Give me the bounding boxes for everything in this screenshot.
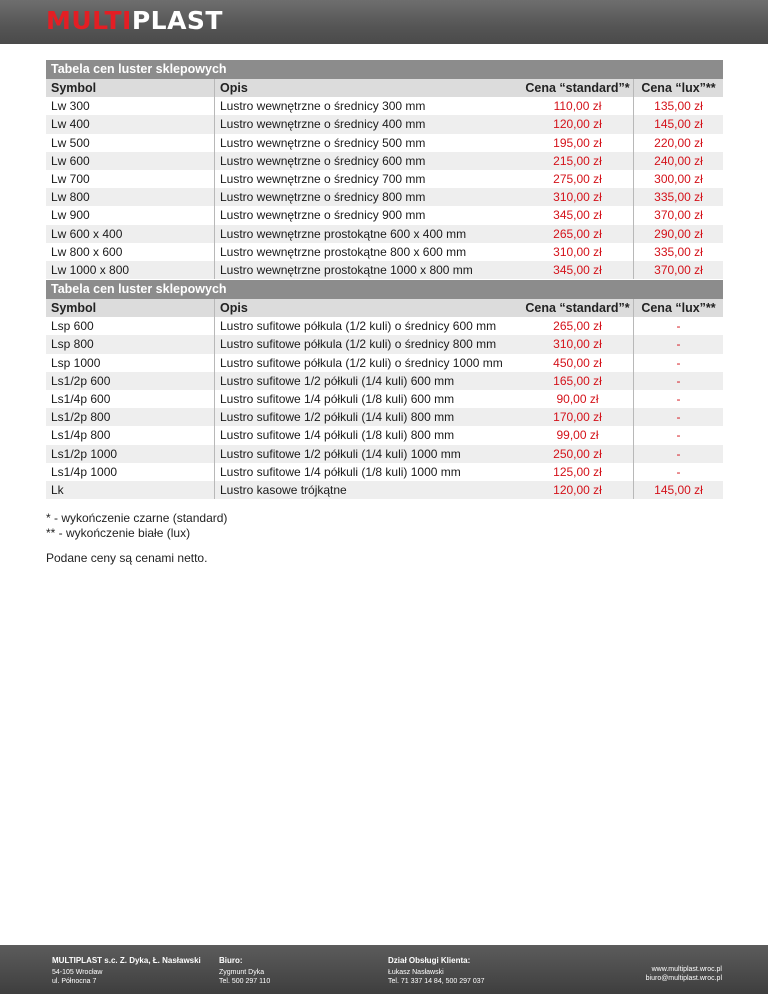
cell-price-standard: 265,00 zł <box>553 226 602 241</box>
table-row <box>46 463 723 481</box>
cell-symbol: Ls1/2p 800 <box>51 410 111 425</box>
cell-opis: Lustro wewnętrzne o średnicy 600 mm <box>214 152 522 170</box>
cell-symbol: Lsp 600 <box>51 319 94 334</box>
cell-symbol: Ls1/4p 1000 <box>51 464 118 479</box>
cell-price-standard: 450,00 zł <box>553 355 602 370</box>
cell-symbol: Lw 700 <box>51 171 90 186</box>
cell-price-lux: 300,00 zł <box>633 170 723 188</box>
cell-price-lux: 135,00 zł <box>633 97 723 115</box>
footer-obsluga-line2: Tel. 71 337 14 84, 500 297 037 <box>388 978 485 985</box>
cell-price-standard: 345,00 zł <box>553 208 602 223</box>
cell-symbol: Lw 900 <box>51 208 90 223</box>
footer-company-line2: ul. Północna 7 <box>52 978 97 985</box>
cell-price-lux: - <box>633 317 723 335</box>
cell-opis: Lustro kasowe trójkątne <box>214 481 522 499</box>
cell-price-standard: 90,00 zł <box>556 391 599 406</box>
cell-opis: Lustro wewnętrzne prostokątne 800 x 600 mm <box>214 243 522 261</box>
footer-company <box>52 956 201 986</box>
table-row <box>46 97 723 115</box>
table-row <box>46 225 723 243</box>
cell-symbol: Lw 600 <box>51 153 90 168</box>
table-row <box>46 317 723 335</box>
footer-website-link[interactable]: www.multiplast.wroc.pl <box>651 966 722 973</box>
header-opis: Opis <box>214 79 522 97</box>
cell-price-lux: 335,00 zł <box>633 243 723 261</box>
cell-opis: Lustro sufitowe 1/4 półkuli (1/8 kuli) 600 mm <box>214 390 522 408</box>
table-row <box>46 261 723 279</box>
footer-company-title: MULTIPLAST s.c. Z. Dyka, Ł. Nasławski <box>52 956 201 965</box>
table-title: Tabela cen luster sklepowych <box>46 280 723 299</box>
table-row <box>46 188 723 206</box>
cell-symbol: Ls1/2p 600 <box>51 373 111 388</box>
cell-price-lux: 290,00 zł <box>633 225 723 243</box>
cell-price-standard: 170,00 zł <box>553 410 602 425</box>
cell-opis: Lustro wewnętrzne prostokątne 600 x 400 mm <box>214 225 522 243</box>
cell-price-lux: 370,00 zł <box>633 261 723 279</box>
table-row <box>46 152 723 170</box>
header-symbol: Symbol <box>51 81 97 95</box>
footer-email-link[interactable]: biuro@multiplast.wroc.pl <box>645 975 722 982</box>
cell-opis: Lustro wewnętrzne o średnicy 400 mm <box>214 115 522 133</box>
footnote-standard: * - wykończenie czarne (standard) <box>46 511 228 525</box>
cell-opis: Lustro wewnętrzne prostokątne 1000 x 800 mm <box>214 261 522 279</box>
cell-symbol: Lsp 1000 <box>51 355 101 370</box>
cell-symbol: Lk <box>51 482 64 497</box>
cell-price-standard: 120,00 zł <box>553 117 602 132</box>
footer-obsluga-title: Dział Obsługi Klienta: <box>388 956 471 965</box>
cell-price-lux: 145,00 zł <box>633 481 723 499</box>
cell-price-lux: - <box>633 372 723 390</box>
cell-opis: Lustro wewnętrzne o średnicy 900 mm <box>214 206 522 224</box>
cell-opis: Lustro sufitowe 1/2 półkuli (1/4 kuli) 1000 mm <box>214 445 522 463</box>
cell-opis: Lustro sufitowe 1/4 półkuli (1/8 kuli) 1000 mm <box>214 463 522 481</box>
cell-price-standard: 265,00 zł <box>553 319 602 334</box>
cell-opis: Lustro sufitowe 1/4 półkuli (1/8 kuli) 800 mm <box>214 426 522 444</box>
header-opis: Opis <box>214 299 522 317</box>
footer-biuro-title: Biuro: <box>219 956 243 965</box>
cell-opis: Lustro sufitowe półkula (1/2 kuli) o średnicy 600 mm <box>214 317 522 335</box>
cell-opis: Lustro sufitowe 1/2 półkuli (1/4 kuli) 800 mm <box>214 408 522 426</box>
cell-price-lux: 240,00 zł <box>633 152 723 170</box>
cell-price-lux: - <box>633 426 723 444</box>
cell-price-standard: 120,00 zł <box>553 482 602 497</box>
table-row <box>46 372 723 390</box>
table-row <box>46 170 723 188</box>
cell-price-standard: 215,00 zł <box>553 153 602 168</box>
header-symbol: Symbol <box>51 301 97 315</box>
table-row <box>46 206 723 224</box>
cell-price-lux: - <box>633 408 723 426</box>
table-row <box>46 408 723 426</box>
cell-symbol: Lw 600 x 400 <box>51 226 123 241</box>
cell-price-standard: 250,00 zł <box>553 446 602 461</box>
cell-opis: Lustro wewnętrzne o średnicy 700 mm <box>214 170 522 188</box>
price-table-ceiling-mirrors <box>46 280 723 499</box>
cell-price-standard: 345,00 zł <box>553 262 602 277</box>
cell-symbol: Lw 800 x 600 <box>51 244 123 259</box>
cell-symbol: Lw 1000 x 800 <box>51 262 130 277</box>
cell-price-lux: - <box>633 335 723 353</box>
cell-price-standard: 310,00 zł <box>553 244 602 259</box>
cell-symbol: Lw 300 <box>51 99 90 114</box>
cell-price-lux: - <box>633 463 723 481</box>
net-prices-note: Podane ceny są cenami netto. <box>46 551 208 565</box>
footer-obsluga-line1: Łukasz Nasławski <box>388 969 444 976</box>
header-lux: Cena “lux”** <box>633 299 723 317</box>
table-row <box>46 445 723 463</box>
header-standard: Cena “standard”* <box>525 301 630 315</box>
table-row <box>46 335 723 353</box>
footer-bar <box>0 945 768 994</box>
cell-symbol: Lsp 800 <box>51 337 94 352</box>
cell-price-standard: 165,00 zł <box>553 373 602 388</box>
cell-opis: Lustro sufitowe 1/2 półkuli (1/4 kuli) 600 mm <box>214 372 522 390</box>
cell-price-lux: 220,00 zł <box>633 134 723 152</box>
table-title: Tabela cen luster sklepowych <box>46 60 723 79</box>
footer-contact <box>646 965 722 983</box>
header-bar <box>0 0 768 44</box>
cell-symbol: Ls1/4p 800 <box>51 428 111 443</box>
table-row <box>46 390 723 408</box>
cell-price-lux: - <box>633 445 723 463</box>
table-row <box>46 243 723 261</box>
cell-price-standard: 310,00 zł <box>553 190 602 205</box>
cell-symbol: Ls1/2p 1000 <box>51 446 118 461</box>
cell-price-standard: 310,00 zł <box>553 337 602 352</box>
cell-symbol: Lw 800 <box>51 190 90 205</box>
cell-opis: Lustro wewnętrzne o średnicy 800 mm <box>214 188 522 206</box>
cell-price-lux: - <box>633 354 723 372</box>
cell-opis: Lustro sufitowe półkula (1/2 kuli) o średnicy 800 mm <box>214 335 522 353</box>
brand-logo-part2: PLAST <box>131 6 223 35</box>
footnotes <box>46 511 227 541</box>
price-table-wall-mirrors <box>46 60 723 279</box>
brand-logo <box>46 6 223 36</box>
header-lux: Cena “lux”** <box>633 79 723 97</box>
table-row <box>46 354 723 372</box>
cell-symbol: Lw 500 <box>51 135 90 150</box>
table-header-row <box>46 79 723 97</box>
cell-price-standard: 125,00 zł <box>553 464 602 479</box>
footer-customer-service <box>388 956 485 986</box>
cell-opis: Lustro wewnętrzne o średnicy 500 mm <box>214 134 522 152</box>
cell-price-lux: 145,00 zł <box>633 115 723 133</box>
cell-price-lux: - <box>633 390 723 408</box>
table-row <box>46 426 723 444</box>
table-header-row <box>46 299 723 317</box>
table-row <box>46 481 723 499</box>
cell-opis: Lustro wewnętrzne o średnicy 300 mm <box>214 97 522 115</box>
cell-price-lux: 370,00 zł <box>633 206 723 224</box>
cell-opis: Lustro sufitowe półkula (1/2 kuli) o średnicy 1000 mm <box>214 354 522 372</box>
brand-logo-part1: MULTI <box>46 6 132 35</box>
cell-price-standard: 110,00 zł <box>553 99 602 114</box>
footer-biuro-line2: Tel. 500 297 110 <box>219 978 271 985</box>
header-standard: Cena “standard”* <box>525 81 630 95</box>
table-row <box>46 134 723 152</box>
cell-price-standard: 275,00 zł <box>553 171 602 186</box>
footnote-lux: ** - wykończenie białe (lux) <box>46 526 191 540</box>
cell-price-standard: 195,00 zł <box>553 135 602 150</box>
table-row <box>46 115 723 133</box>
footer-biuro <box>219 956 270 986</box>
cell-symbol: Lw 400 <box>51 117 90 132</box>
footer-company-line1: 54-105 Wrocław <box>52 969 103 976</box>
footer-biuro-line1: Zygmunt Dyka <box>219 969 265 976</box>
cell-price-standard: 99,00 zł <box>556 428 599 443</box>
cell-symbol: Ls1/4p 600 <box>51 391 111 406</box>
cell-price-lux: 335,00 zł <box>633 188 723 206</box>
